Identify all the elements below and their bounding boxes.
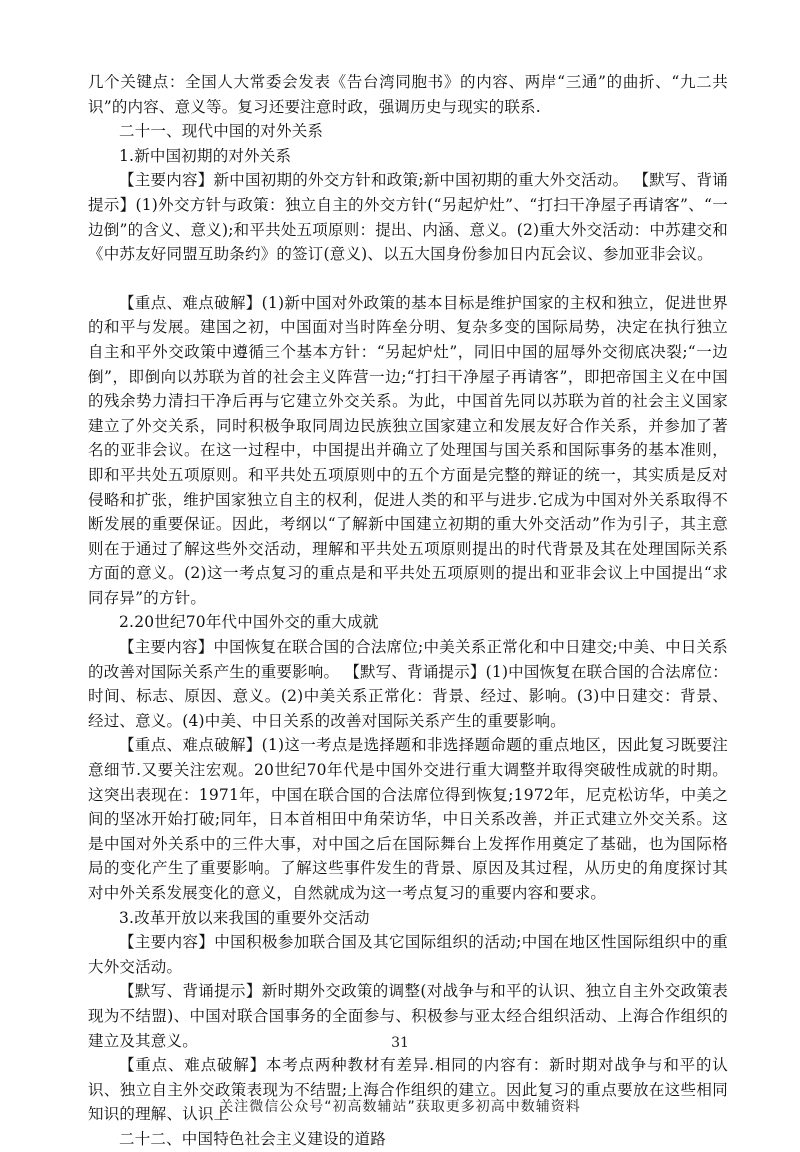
subsection-heading-1: 1.新中国初期的对外关系 — [119, 146, 292, 165]
paragraph-key-points-3: 【重点、难点破解】本考点两种教材有差异.相同的内容有：新时期对战争与和平的认识、独立自主外交政策表现为不结盟;上海合作组织的建立。因此复习的重点要放在这些相同知识的理解、认识上 — [88, 1056, 728, 1124]
paragraph-main-content-3: 【主要内容】中国积极参加联合国及其它国际组织的活动;中国在地区性国际组织中的重大外交活动。 — [88, 933, 728, 976]
section-heading-21: 二十一、现代中国的对外关系 — [119, 122, 324, 141]
footer-note: 关注微信公众号“初高数辅站”获取更多初高中数辅资料 — [219, 1099, 581, 1115]
subsection-heading-2: 2.20世纪70年代中国外交的重大成就 — [119, 613, 379, 632]
page-number: 31 — [391, 1035, 409, 1051]
subsection-heading-3: 3.改革开放以来我国的重要外交活动 — [119, 908, 370, 927]
document-body — [88, 70, 728, 1152]
paragraph-key-points-2: 【重点、难点破解】(1)这一考点是选择题和非选择题命题的重点地区，因此复习既要注意细节.又要关注宏观。20世纪70年代是中国外交进行重大调整并取得突破性成就的时期。这突出表现在：1971年，中国在联合国的合法席位得到恢复;1972年，尼克松访华，中美之间的坚冰开始打破;同年，日本首相田中角荣访华，中日关系改善，并正式建立外交关系。这是中国对外关系中的三件大事，对中国之后在国际舞台上发挥作用奠定了基础，也为国际格局的变化产生了重要影响。了解这些事件发生的背景、原因及其过程，从历史的角度探讨其对中外关系发展变化的意义，自然就成为这一考点复习的重要内容和要求。 — [88, 736, 728, 902]
paragraph-recitation-3: 【默写、背诵提示】新时期外交政策的调整(对战争与和平的认识、独立自主外交政策表现为不结盟)、中国对联合国事务的全面参与、积极参与亚太经合组织活动、上海合作组织的建立及其意义。 — [88, 982, 728, 1050]
paragraph-taiwan-summary: 几个关键点：全国人大常委会发表《告台湾同胞书》的内容、两岸“三通”的曲折、“九二共识”的内容、意义等。复习还要注意时政，强调历史与现实的联系. — [88, 73, 728, 116]
paragraph-main-content-2: 【主要内容】中国恢复在联合国的合法席位;中美关系正常化和中日建交;中美、中日关系的改善对国际关系产生的重要影响。 【默写、背诵提示】(1)中国恢复在联合国的合法席位：时间、标志、原因、意义。(2)中美关系正常化：背景、经过、影响。(3)中日建交：背景、经过、意义。(4)中美、中日关系的改善对国际关系产生的重要影响。 — [88, 638, 728, 730]
paragraph-key-points-1: 【重点、难点破解】(1)新中国对外政策的基本目标是维护国家的主权和独立，促进世界的和平与发展。建国之初，中国面对当时阵垒分明、复杂多变的国际局势，决定在执行独立自主和平外交政策中遵循三个基本方针：“另起炉灶”，同旧中国的屈辱外交彻底决裂;“一边倒”，即倒向以苏联为首的社会主义阵营一边;“打扫干净屋子再请客”，即把帝国主义在中国的残余势力清扫干净后再与它建立外交关系。为此，中国首先同以苏联为首的社会主义国家建立了外交关系，同时积极争取同周边民族独立国家建立和发展友好合作关系，并参加了著名的亚非会议。在这一过程中，中国提出并确立了处理国与国关系和国际事务的基本准则，即和平共处五项原则。和平共处五项原则中的五个方面是完整的辩证的统一，其实质是反对侵略和扩张，维护国家独立自主的权利，促进人类的和平与进步.它成为中国对外关系取得不断发展的重要保证。因此，考纲以“了解新中国建立初期的重大外交活动”作为引子，其主意则在于通过了解这些外交活动，理解和平共处五项原则提出的时代背景及其在处理国际关系方面的意义。(2)这一考点复习的重点是和平共处五项原则的提出和亚非会议上中国提出“求同存异”的方针。 — [88, 293, 728, 607]
paragraph-gap — [88, 267, 728, 291]
paragraph-main-content-1: 【主要内容】新中国初期的外交方针和政策;新中国初期的重大外交活动。 【默写、背诵提示】(1)外交方针与政策：独立自主的外交方针(“另起炉灶”、“打扫干净屋子再请客”、“一边倒”的含义、意义);和平共处五项原则：提出、内涵、意义。(2)重大外交活动：中苏建交和《中苏友好同盟互助条约》的签订(意义)、以五大国身份参加日内瓦会议、参加亚非会议。 — [88, 171, 728, 264]
section-heading-22: 二十二、中国特色社会主义建设的道路 — [119, 1129, 386, 1148]
